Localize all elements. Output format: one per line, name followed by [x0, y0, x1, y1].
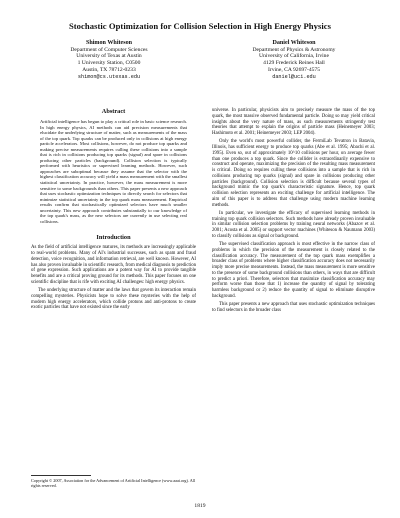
page-number: 1819	[194, 503, 206, 509]
affiliation-line: 1 University Station, C0500	[77, 60, 141, 67]
body-paragraph: universe. In particular, physicists aim to precisely measure the mass of the top quark, the most massive observed fundamental particle. Doing so may yield critical insights about the very nature of mass, as such measurements stringently test theories that attempt to explain the origins of particle mass (Heinemeyer 2003; Hashimoto et al. 2001; Heinemeyer 2003; LEP 2004).	[212, 108, 375, 136]
affiliation-line: Department of Computer Sciences	[70, 46, 148, 53]
intro-paragraph: The underlying structure of matter and the laws that govern its interaction remain compelling mysteries. Physicists hope to solve these mysteries with the help of modern high energy accelerators, which collide protons and anti-protons to create exotic particles that have not existed since the early	[31, 288, 196, 311]
author-name: Shimon Whiteson	[85, 40, 133, 46]
intro-paragraph: As the field of artificial intelligence matures, its methods are increasingly applicable to real-world problems. Many of AI's industrial successes, such as spam and fraud detection, voice recognition, and information retrieval, are well known. However, AI has also proven invaluable in scientific research, from medical diagnosis to prediction of gene expression. Such applications are a potent way for AI to provide tangible benefits and are a critical proving ground for its methods. This paper focuses on one scientific discipline that is rife with exciting AI challenges: high energy physics.	[31, 245, 196, 285]
footnote-rule	[31, 475, 91, 476]
abstract-text: Artificial intelligence has begun to play a critical role in basic science research. In high energy physics, AI methods can aid precision measurements that elucidate the underlying structure of matter, such as measurements of the mass of the top quark. Top quarks can be produced only in collisions at high energy particle accelerators. Most collisions, however, do not produce top quarks and making precise measurements requires culling these collisions into a sample that is rich in collisions producing top quarks (signal) and spare in collisions producing other particles (background). Collision selection is typically performed with heuristics or supervised learning methods. However, such approaches are suboptimal because they assume that the selector with the highest classification accuracy will yield a mass measurement with the smallest statistical uncertainty. In practice, however, the mass measurement is more sensitive to some backgrounds than others. This paper presents a new approach that uses stochastic optimization techniques to directly search for selectors that minimize statistical uncertainty in the top quark mass measurement. Empirical results confirm that stochastically optimized selectors have much smaller uncertainty. This new approach contributes substantially to our knowledge of the top quark's mass, as the new selectors are currently in use selecting real collisions.	[40, 119, 187, 224]
copyright-text: Copyright © 2007, Association for the Advancement of Artificial Intelligence (www.aaai.org). All rights reserved.	[31, 478, 196, 489]
body-paragraph: The supervised classification approach is most effective in the narrow class of problems in which the precision of the measurement is closely related to the classification accuracy. The measurement of the top quark mass exemplifies a broader class of problems where higher classification accuracy does not necessarily imply more precise measurements. Instead, the mass measurement is more sensitive to the presence of some background collisions than others, in ways that are difficult to predict a priori. Therefore, selectors that maximize classification accuracy may perform worse than those that 1) increase the quantity of signal by tolerating harmless background or 2) reduce the quantity of signal to eliminate disruptive background.	[212, 242, 375, 299]
body-paragraph: In particular, we investigate the efficacy of supervised learning methods in training top quark collision selectors. Such methods have already proven invaluable in similar collision selection problems by training neural networks (Abazov et al. 2001; Acosta et al. 2005) or support vector machines (Whiteson & Naumann 2003) to classify collisions as signal or background.	[212, 210, 375, 239]
introduction-heading: Introduction	[96, 234, 131, 242]
copyright-footnote	[31, 475, 196, 488]
affiliation-line: Irvine, CA 92697-4575	[267, 66, 321, 73]
author-email: daniel@uci.edu	[272, 73, 316, 80]
affiliation-line: University of California, Irvine	[259, 53, 329, 60]
abstract-heading: Abstract	[101, 108, 126, 115]
affiliation-line: University of Texas at Austin	[76, 53, 142, 60]
affiliation-line: 4129 Frederick Reines Hall	[263, 60, 325, 67]
paper-title: Stochastic Optimization for Collision Selection in High Energy Physics	[68, 21, 332, 31]
right-column	[212, 108, 375, 316]
author-2	[199, 40, 389, 80]
author-email: shimon@cs.utexas.edu	[77, 73, 141, 80]
body-paragraph: Only the world's most powerful collider, the FermiLab Tevatron in Batavia, Illinois, has sufficient energy to produce top quarks (Abe et al. 1995; Abachi et al. 1995). Even so, out of approximately 10^10 collisions per hour, on average fewer than one produces a top quark. Since the collider is extraordinarily expensive to construct and operate, maximizing the precision of the resulting mass measurement is critical. Doing so requires culling these collisions into a sample that is rich in collisions producing top quarks (signal) and spare in collisions producing other particles (background). Collision selection is difficult because several types of background mimic the top quark's characteristic signature. Hence, top quark collision selection represents an exciting challenge for artificial intelligence. The aim of this paper is to address that challenge using modern machine learning methods.	[212, 139, 375, 208]
author-name: Daniel Whiteson	[272, 40, 316, 46]
left-column	[31, 108, 196, 314]
author-1	[14, 40, 204, 80]
affiliation-line: Austin, TX 78712-0233	[82, 66, 136, 73]
body-paragraph: This paper presents a new approach that uses stochastic optimization techniques to find selectors in the broader class	[212, 302, 375, 313]
affiliation-line: Department of Physics & Astronomy	[252, 46, 336, 53]
